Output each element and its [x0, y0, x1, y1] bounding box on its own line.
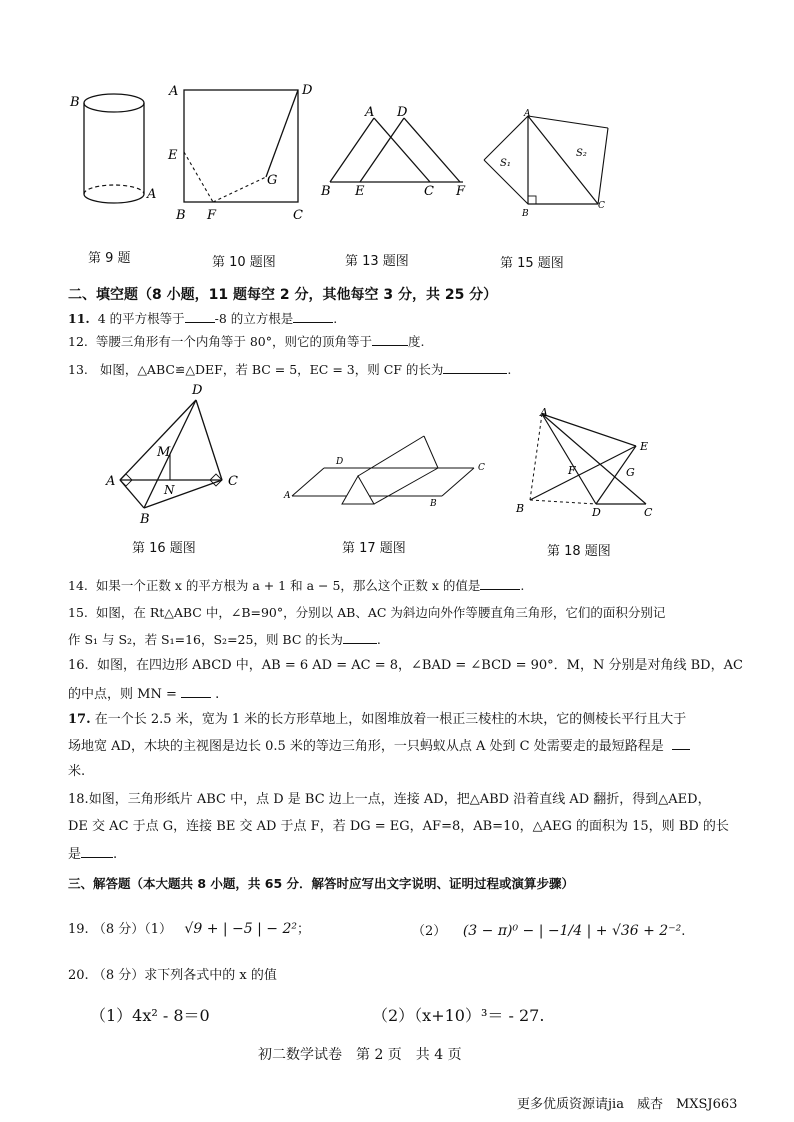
question-17-line1: 17. 在一个长 2.5 米，宽为 1 米的长方形草地上，如图堆放着一根正三棱柱的木块，它的侧棱长平行且大于 — [68, 712, 687, 727]
page-footer: 初二数学试卷 第 2 页 共 4 页 — [258, 1047, 462, 1063]
svg-text:D: D — [302, 83, 313, 98]
caption-fig16: 第 16 题图 — [132, 541, 196, 556]
question-17-line3: 米. — [68, 764, 86, 779]
question-18-line1: 18.如图，三角形纸片 ABC 中，点 D 是 BC 边上一点，连接 AD，把△ABD 沿着直线 AD 翻折，得到△AED， — [68, 792, 711, 807]
figure-16-quadrilateral — [100, 380, 250, 530]
figure-13-triangles — [318, 100, 478, 200]
caption-fig17: 第 17 题图 — [342, 541, 406, 556]
caption-fig9: 第 9 题 — [88, 251, 131, 266]
question-15-line1: 15. 如图，在 Rt△ABC 中，∠B=90°，分别以 AB、AC 为斜边向外作等腰直角三角形，它们的面积分别记 — [68, 605, 666, 620]
caption-fig13: 第 13 题图 — [345, 254, 409, 269]
svg-text:F: F — [568, 464, 576, 477]
svg-text:A: A — [524, 109, 531, 119]
svg-text:A: A — [540, 406, 548, 419]
answer-blank — [443, 361, 507, 374]
figure-18-folded-triangle — [510, 402, 670, 522]
answer-blank — [181, 685, 211, 698]
svg-text:C: C — [228, 474, 238, 489]
caption-fig10: 第 10 题图 — [212, 255, 276, 270]
section-title-fill-in: 二、填空题（8 小题，11 题每空 2 分，其他每空 3 分，共 25 分） — [68, 287, 498, 303]
svg-text:D: D — [192, 383, 203, 398]
question-13: 13. 如图，△ABC≌△DEF，若 BC = 5，EC = 3，则 CF 的长为 . — [68, 362, 512, 377]
svg-text:E: E — [168, 148, 178, 163]
caption-fig18: 第 18 题图 — [547, 544, 611, 559]
svg-text:D: D — [592, 506, 601, 519]
svg-text:E: E — [355, 184, 365, 199]
question-12: 12. 等腰三角形有一个内角等于 80°，则它的顶角等于 度. — [68, 334, 425, 349]
answer-blank — [293, 310, 333, 323]
question-19: 19. （8 分）（1） √9 + | −5 | − 2²； — [68, 921, 311, 937]
question-20-part1: （1）4x² - 8＝0 — [90, 1006, 210, 1025]
svg-text:F: F — [456, 184, 466, 199]
question-19-part2: （2） (3 − π)⁰ − | −1/4 | + √36 + 2⁻². — [412, 923, 686, 939]
svg-text:B: B — [140, 512, 150, 527]
expression-2: (3 − π)⁰ − | −1/4 | + √36 + 2⁻² — [462, 923, 682, 939]
svg-text:G: G — [626, 466, 635, 479]
figure-10-square — [166, 80, 326, 226]
svg-text:C: C — [598, 201, 605, 211]
svg-text:A: A — [169, 84, 179, 99]
answer-blank — [372, 333, 408, 346]
svg-text:M: M — [157, 445, 171, 460]
svg-text:D: D — [397, 105, 408, 120]
question-14: 14. 如果一个正数 x 的平方根为 a + 1 和 a − 5，那么这个正数 x 的值是 . — [68, 578, 525, 593]
svg-text:C: C — [478, 463, 485, 473]
svg-text:B: B — [430, 499, 437, 509]
svg-text:S₂: S₂ — [576, 148, 587, 159]
svg-text:G: G — [267, 173, 278, 188]
svg-text:A: A — [106, 474, 116, 489]
figure-9-cylinder — [66, 86, 166, 216]
svg-text:C: C — [293, 208, 303, 223]
question-16-line2: 的中点，则 MN = . — [68, 687, 220, 702]
answer-blank — [185, 310, 215, 323]
svg-text:N: N — [164, 483, 175, 497]
svg-text:D: D — [336, 457, 344, 467]
svg-text:S₁: S₁ — [500, 158, 511, 169]
svg-text:E: E — [640, 440, 649, 453]
answer-blank — [81, 845, 113, 858]
svg-text:A: A — [365, 105, 375, 120]
label-b: B — [70, 95, 80, 110]
svg-text:B: B — [176, 208, 186, 223]
svg-text:C: C — [644, 506, 653, 519]
question-18-line3: 是 . — [68, 847, 118, 862]
resource-note: 更多优质资源请jia 威杏 MXSJ663 — [517, 1097, 738, 1112]
question-20: 20. （8 分）求下列各式中的 x 的值 — [68, 968, 277, 983]
figure-17-prism — [282, 426, 492, 516]
figure-15-right-triangle — [472, 104, 622, 222]
section-title-solve: 三、解答题（本大题共 8 小题，共 65 分．解答时应写出文字说明、证明过程或演算步骤） — [68, 876, 575, 891]
svg-text:C: C — [424, 184, 434, 199]
caption-fig15: 第 15 题图 — [500, 256, 564, 271]
answer-blank — [672, 737, 690, 750]
question-15-line2: 作 S₁ 与 S₂，若 S₁=16，S₂=25，则 BC 的长为 . — [68, 632, 381, 647]
question-20-part2: （2）（x+10）³＝ - 27. — [372, 1006, 545, 1025]
expression-1: √9 + | −5 | − 2² — [184, 921, 298, 937]
svg-text:B: B — [321, 184, 331, 199]
svg-text:F: F — [207, 208, 217, 223]
svg-text:B: B — [516, 502, 525, 515]
answer-blank — [480, 577, 520, 590]
svg-text:A: A — [284, 491, 291, 501]
question-17-line2: 场地宽 AD，木块的主视图是边长 0.5 米的等边三角形，一只蚂蚁从点 A 处到 C 处需要走的最短路程是 — [68, 737, 690, 756]
label-a: A — [147, 187, 157, 202]
question-16-line1: 16. 如图，在四边形 ABCD 中，AB = 6 AD = AC = 8，∠BAD = ∠BCD = 90°．M，N 分别是对角线 BD，AC — [68, 658, 743, 673]
svg-text:B: B — [522, 209, 529, 219]
question-11: 11. 4 的平方根等于 -8 的立方根是 . — [68, 311, 338, 326]
question-18-line2: DE 交 AC 于点 G，连接 BE 交 AD 于点 F，若 DG = EG，AF=8，AB=10，△AEG 的面积为 15，则 BD 的长 — [68, 819, 729, 834]
answer-blank — [343, 631, 377, 644]
